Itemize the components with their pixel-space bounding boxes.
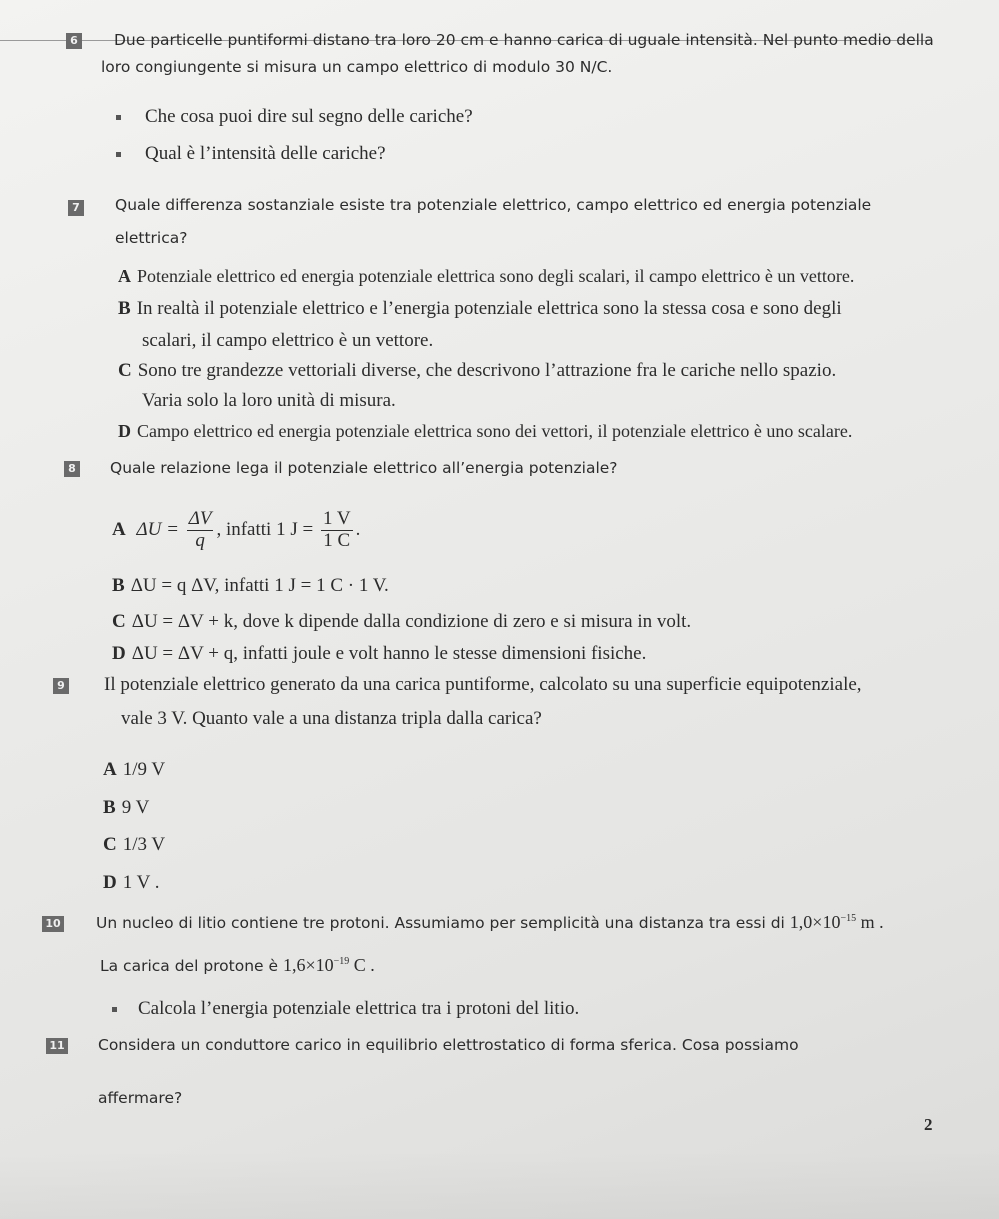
fraction-denominator: q xyxy=(195,529,205,551)
q7-option-c xyxy=(118,360,836,382)
q7-option-a xyxy=(118,266,854,287)
fraction-numerator: ΔV xyxy=(188,508,212,529)
option-text: 9 V xyxy=(121,797,150,818)
distance-base: 1,0×10 xyxy=(789,912,841,932)
fraction-denominator: 1 C xyxy=(323,529,351,551)
q10-text-line1 xyxy=(96,912,884,933)
option-text: ΔU = ΔV + q, infatti joule e volt hanno le stesse dimensioni fisiche. xyxy=(131,643,647,664)
formula-end: . xyxy=(355,518,361,540)
q7-text-line1: Quale differenza sostanziale esiste tra potenziale elettrico, campo elettrico ed energia potenziale xyxy=(115,196,872,214)
q7-option-c-line2: Varia solo la loro unità di misura. xyxy=(142,390,396,411)
question-number-6: 6 xyxy=(66,33,82,49)
q10-bullet: Calcola l’energia potenziale elettrica tra i protoni del litio. xyxy=(138,998,580,1019)
option-letter: A xyxy=(103,759,117,780)
option-text: Potenziale elettrico ed energia potenziale elettrica sono degli scalari, il campo elettrico è un vettore. xyxy=(137,266,855,286)
question-number-7: 7 xyxy=(68,200,84,216)
q7-text-line2: elettrica? xyxy=(115,229,188,247)
q10-charge-text: La carica del protone è xyxy=(100,957,279,975)
q10-text-line2 xyxy=(100,955,375,976)
option-text: In realtà il potenziale elettrico e l’energia potenziale elettrica sono la stessa cosa e sono degli xyxy=(136,298,842,319)
question-number-9: 9 xyxy=(53,678,69,694)
q8-option-b xyxy=(112,575,389,597)
q6-text-line1: Due particelle puntiformi distano tra loro 20 cm e hanno carica di uguale intensità. Nel punto medio della xyxy=(114,31,934,49)
q8-option-c xyxy=(112,611,691,633)
option-letter: B xyxy=(112,575,125,596)
fraction-numerator: 1 V xyxy=(322,508,351,529)
q11-text-line2: affermare? xyxy=(98,1089,183,1107)
formula-middle: , infatti 1 J = xyxy=(216,518,314,540)
q6-bullet-2: Qual è l’intensità delle cariche? xyxy=(145,143,386,164)
q7-option-b xyxy=(118,298,842,320)
option-letter: D xyxy=(118,421,131,441)
q7-option-d xyxy=(118,421,852,442)
charge-unit: C . xyxy=(349,955,375,975)
option-letter: A xyxy=(118,266,131,286)
page-number: 2 xyxy=(924,1115,933,1134)
option-letter: D xyxy=(103,872,117,893)
q9-option-b xyxy=(103,797,149,819)
distance-unit: m . xyxy=(856,912,884,932)
option-text: Campo elettrico ed energia potenziale elettrica sono dei vettori, il potenziale elettrico è uno scalare. xyxy=(137,421,853,441)
q10-text: Un nucleo di litio contiene tre protoni. Assumiamo per semplicità una distanza tra essi di xyxy=(96,914,785,932)
distance-exponent: −15 xyxy=(840,913,857,924)
bullet-icon xyxy=(116,152,121,157)
bullet-icon xyxy=(116,115,121,120)
formula-lhs: ΔU = xyxy=(136,518,179,540)
option-text: ΔU = ΔV + k, dove k dipende dalla condizione di zero e si misura in volt. xyxy=(131,611,692,632)
option-letter: A xyxy=(112,518,126,540)
q9-option-c xyxy=(103,834,165,856)
option-letter: B xyxy=(103,797,116,818)
question-number-11: 11 xyxy=(46,1038,68,1054)
option-text: Sono tre grandezze vettoriali diverse, che descrivono l’attrazione fra le cariche nello spazio. xyxy=(137,360,837,381)
q8-text: Quale relazione lega il potenziale elettrico all’energia potenziale? xyxy=(110,459,618,477)
q11-text-line1: Considera un conduttore carico in equilibrio elettrostatico di forma sferica. Cosa possiamo xyxy=(98,1036,799,1054)
q8-option-d xyxy=(112,643,646,665)
q7-option-b-line2: scalari, il campo elettrico è un vettore. xyxy=(142,330,434,351)
option-letter: B xyxy=(118,298,131,319)
q9-option-a xyxy=(103,759,165,781)
q8-option-a xyxy=(112,509,360,552)
option-text: 1/3 V xyxy=(122,834,166,855)
q9-text-line1: Il potenziale elettrico generato da una carica puntiforme, calcolato su una superficie equipotenziale, xyxy=(104,674,862,695)
option-letter: D xyxy=(112,643,126,664)
charge-exponent: −19 xyxy=(333,956,350,967)
q9-option-d xyxy=(103,872,160,894)
q6-text-line2: loro congiungente si misura un campo elettrico di modulo 30 N/C. xyxy=(101,58,613,76)
q9-text-line2: vale 3 V. Quanto vale a una distanza tripla dalla carica? xyxy=(121,708,542,729)
fraction-dv-q xyxy=(187,509,214,552)
question-number-8: 8 xyxy=(64,461,80,477)
bullet-icon xyxy=(112,1007,117,1012)
option-text: 1 V . xyxy=(122,872,160,893)
option-letter: C xyxy=(112,611,126,632)
q6-bullet-1: Che cosa puoi dire sul segno delle cariche? xyxy=(145,106,473,127)
question-number-10: 10 xyxy=(42,916,64,932)
charge-base: 1,6×10 xyxy=(283,955,334,975)
option-text: ΔU = q ΔV, infatti 1 J = 1 C · 1 V. xyxy=(130,575,389,596)
option-text: 1/9 V xyxy=(122,759,166,780)
option-letter: C xyxy=(118,360,132,381)
charge-value xyxy=(283,955,375,975)
fraction-v-c xyxy=(321,509,353,552)
distance-value xyxy=(790,912,884,932)
option-letter: C xyxy=(103,834,117,855)
page-bottom-shadow xyxy=(0,1150,999,1219)
